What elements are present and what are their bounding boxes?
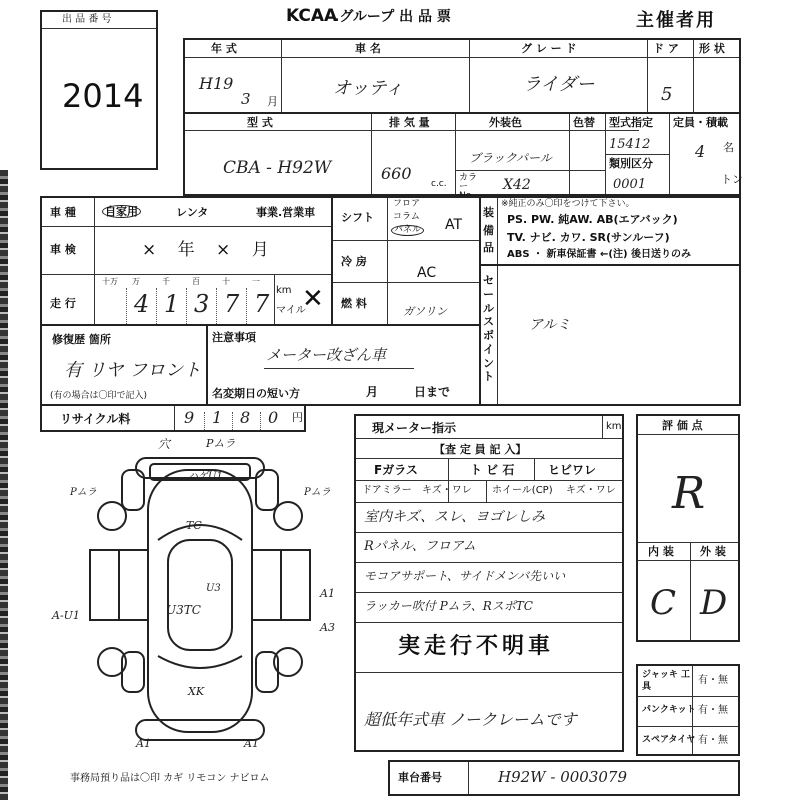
recycle-digit: 0 <box>268 408 279 427</box>
comment-line-1: 室内キズ、スレ、ヨゴレしみ <box>364 509 546 525</box>
glass-options: ト ビ 石 <box>470 463 515 477</box>
sales-point-value: アルミ <box>529 317 571 333</box>
grade-label: グ レ ー ド <box>521 42 577 55</box>
repair-history-block <box>40 324 208 406</box>
recycle-block <box>40 404 306 432</box>
jack-label: ジャッキ 工 具 <box>642 670 690 692</box>
rename-month-unit: 月 <box>366 385 379 399</box>
exterior-color-label: 外装色 <box>489 116 522 129</box>
odometer-digit-header: 百 <box>192 277 200 286</box>
odometer-digit-header: 千 <box>162 277 170 286</box>
equipment-note: ※純正のみ〇印をつけて下さい。 <box>501 199 635 209</box>
puncture-label: パンクキット <box>642 705 696 715</box>
interior-label: 内 装 <box>648 545 674 558</box>
repair-note: (有の場合は〇印で記入) <box>50 391 148 401</box>
shift-block <box>331 196 481 326</box>
report-label: 【査 定 員 記 入】 <box>434 443 527 456</box>
fuel-label: 燃 料 <box>341 297 367 310</box>
year-value: H19 <box>199 74 234 93</box>
odometer-digit: 3 <box>194 290 210 318</box>
year-label: 年 式 <box>211 42 237 55</box>
diag-mark-hage: ハゲU1 <box>188 471 223 482</box>
class-label: 類別区分 <box>609 157 653 170</box>
chassis-label: 車台番号 <box>398 771 442 784</box>
inspection-value: × 年 × 月 <box>142 240 277 260</box>
mile-label: マイル <box>276 305 306 316</box>
fuel-value: ガソリン <box>403 305 447 318</box>
scan-edge <box>0 170 8 800</box>
chassis-value: H92W - 0003079 <box>498 768 627 786</box>
organizer-label: 主催者用 <box>636 10 716 31</box>
spare-value: 有・無 <box>698 735 728 746</box>
usage-option-private: 自家用 <box>102 205 141 218</box>
color-code-label: カラー No. <box>459 173 478 201</box>
recycle-digit: 9 <box>184 408 195 427</box>
capacity-label: 定員・積載 <box>673 116 728 129</box>
wheel-label: ホイール(CP) <box>492 485 553 496</box>
diag-mark-pmura-front: Pムラ <box>206 437 236 450</box>
exterior-value: D <box>700 583 728 623</box>
diag-mark-a1-right: A1 <box>320 587 335 600</box>
rating-value: R <box>672 468 706 519</box>
mirror-label: ドアミラー <box>362 485 412 496</box>
equipment-line3: ABS ・ 新車保証書 ←(注) 後日送りのみ <box>507 249 692 260</box>
spare-label: スペアタイヤ <box>642 735 696 745</box>
model-label: 型 式 <box>247 116 273 129</box>
capacity-persons: 4 <box>695 142 706 161</box>
diag-mark-a-u1: A-U1 <box>52 609 80 622</box>
km-label: km <box>276 285 292 296</box>
sales-point-label: セールスポイント <box>483 274 494 384</box>
glass-label: Fガラス <box>374 463 418 477</box>
capacity-unit-persons: 名 <box>723 141 734 154</box>
rename-day-unit: 日まで <box>414 385 451 399</box>
glass-crack: ヒビワレ <box>548 463 597 477</box>
equipment-line1: PS. PW. 純AW. AB(エアバック) <box>507 213 678 226</box>
options-block <box>636 664 740 756</box>
vehicle-info-row2 <box>183 112 743 201</box>
odometer-digit: 7 <box>224 290 240 318</box>
equipment-block <box>479 196 741 266</box>
recycle-digits <box>176 406 288 430</box>
displacement-unit: c.c. <box>431 179 447 189</box>
chassis-block <box>388 760 740 796</box>
month-value: 3 <box>241 90 251 108</box>
repair-value: 有 リヤ フロント <box>64 360 202 381</box>
diag-mark-pmura-right: Pムラ <box>304 487 331 498</box>
displacement-label: 排 気 量 <box>389 116 430 129</box>
equipment-label: 装備品 <box>483 206 494 255</box>
footer-note: 事務局預り品は〇印 カギ リモコン ナビロム <box>70 773 270 784</box>
rating-block <box>636 414 740 642</box>
shift-value: AT <box>445 217 463 233</box>
shift-option-panel: パネル <box>391 225 424 236</box>
exterior-label: 外 装 <box>700 545 726 558</box>
form-title: .グループ 出 品 票 <box>334 9 451 25</box>
diag-mark-pmura-left: Pムラ <box>70 487 97 498</box>
inspection-block <box>354 414 624 752</box>
puncture-value: 有・無 <box>698 705 728 716</box>
type-spec-label: 型式指定 <box>609 116 653 129</box>
lot-number: 2014 <box>62 77 144 115</box>
usage-option-business: 事業.営業車 <box>256 206 316 219</box>
inspection-label: 車 検 <box>50 243 76 256</box>
recycle-label: リサイクル料 <box>60 412 131 426</box>
car-name-label: 車 名 <box>355 42 381 55</box>
diag-mark-u3tc: U3TC <box>166 603 201 617</box>
odometer-digit-header: 十万 <box>102 277 118 286</box>
month-unit: 月 <box>267 95 278 108</box>
odometer-digit-header: 一 <box>252 277 260 286</box>
grade-value: ライダー <box>523 74 595 95</box>
diag-mark-a1-rear-right: A1 <box>244 737 259 750</box>
model-value: CBA - H92W <box>223 158 332 178</box>
recycle-digit: 1 <box>212 408 223 427</box>
usage-block <box>40 196 333 326</box>
lot-label: 出 品 番 号 <box>62 14 112 25</box>
mileage-label: 走 行 <box>50 297 76 310</box>
notes-value: メーター改ざん車 <box>266 346 387 364</box>
mirror-options: キズ・ワレ <box>422 485 472 496</box>
brand-logo: KCAA <box>286 6 338 26</box>
interior-value: C <box>650 583 677 623</box>
comment-line-2: Rパネル、フロアム <box>364 539 476 554</box>
closing-remark: 超低年式車 ノークレームです <box>364 710 577 729</box>
vehicle-type-label: 車 種 <box>50 206 76 219</box>
odometer-digit-header: 万 <box>132 277 140 286</box>
diag-mark-a1-rear-left: A1 <box>136 737 151 750</box>
ac-value: AC <box>417 265 437 281</box>
diag-mark-hole: 穴 <box>158 437 171 451</box>
type-spec-value: 15412 <box>609 137 651 152</box>
displacement-value: 660 <box>381 164 412 183</box>
ac-label: 冷 房 <box>341 255 367 268</box>
mileage-unit-mark: ✕ <box>302 284 324 314</box>
capacity-unit-tons: トン <box>721 173 743 186</box>
exterior-color-value: ブラックパール <box>469 151 552 165</box>
notes-block <box>206 324 481 406</box>
diag-mark-tc-hood: TC <box>186 519 202 532</box>
usage-option-rental: レンタ <box>176 206 209 219</box>
recycle-unit: 円 <box>292 411 303 424</box>
jack-value: 有・無 <box>698 675 728 686</box>
shift-option-column: コラム <box>393 212 420 222</box>
wheel-options: キズ・ワレ <box>566 485 616 496</box>
color-code-value: X42 <box>503 177 531 193</box>
sales-point-block <box>479 264 741 406</box>
color-change-label: 色替 <box>573 116 595 129</box>
lot-number-box <box>40 10 158 170</box>
odometer-digit: 1 <box>164 290 180 318</box>
odometer-digit: 4 <box>134 290 150 318</box>
repair-label: 修復歴 箇所 <box>52 333 111 346</box>
shift-option-floor: フロア <box>393 199 421 209</box>
diag-mark-u3: U3 <box>206 583 221 594</box>
car-name-value: オッティ <box>333 78 404 99</box>
recycle-digit: 8 <box>240 408 251 427</box>
odometer-digit-header: 十 <box>222 277 230 286</box>
diag-mark-a3: A3 <box>320 621 335 634</box>
odometer <box>96 276 276 324</box>
odometer-digit: 7 <box>254 290 270 318</box>
equipment-line2: TV. ナビ. カワ. SR(サンルーフ) <box>507 231 670 244</box>
unknown-mileage-stamp: 実走行不明車 <box>398 634 555 659</box>
class-value: 0001 <box>613 177 647 192</box>
comment-line-4: ラッカー吹付 Pムラ、RスポTC <box>364 599 533 613</box>
rename-label: 名変期日の短い方 <box>212 387 300 400</box>
door-label: ド ア <box>653 42 679 55</box>
door-value: 5 <box>661 84 673 105</box>
diag-mark-xk: XK <box>188 685 205 698</box>
notes-label: 注意事項 <box>212 331 256 344</box>
vehicle-info-row1 <box>183 38 741 114</box>
shape-label: 形 状 <box>699 42 725 55</box>
comment-line-3: モコアサポート、サイドメンバ先いい <box>364 569 566 583</box>
rating-label: 評 価 点 <box>662 419 703 432</box>
meter-label: 現メーター指示 <box>372 421 457 435</box>
shift-label: シフト <box>341 211 374 224</box>
meter-unit: km <box>606 421 622 432</box>
